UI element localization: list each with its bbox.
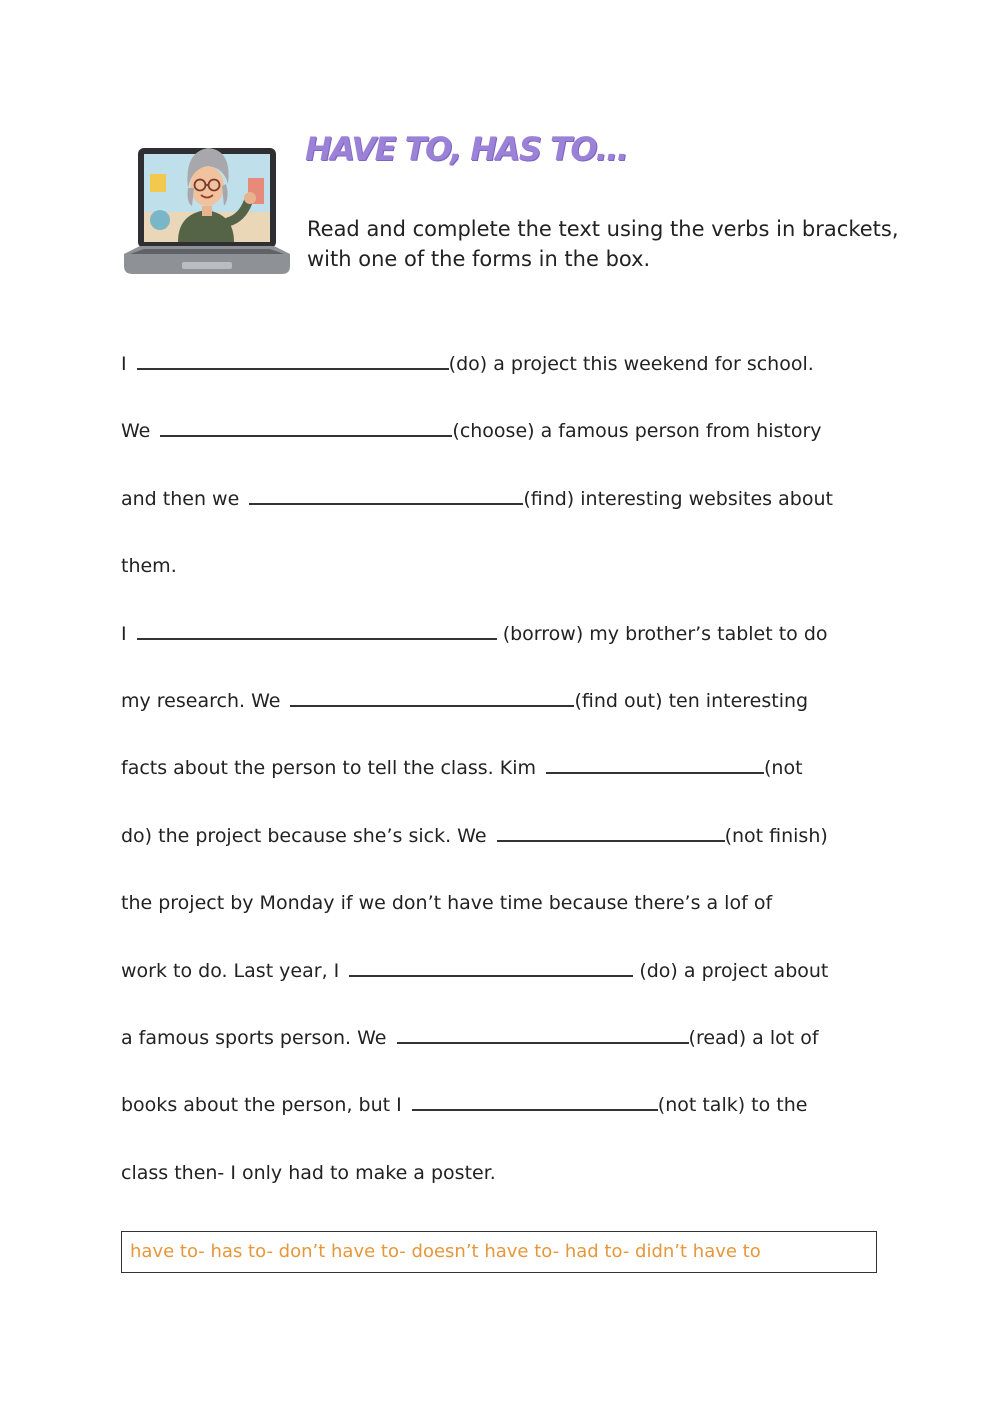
exercise-line: [121, 689, 808, 713]
exercise-line: [121, 824, 828, 848]
instructions-text: Read and complete the text using the verbs in brackets, with one of the forms in the box.: [307, 217, 899, 271]
line-text-before: facts about the person to tell the class. Kim: [121, 757, 543, 780]
answer-blank[interactable]: [160, 419, 452, 437]
line-text-after: (find out) ten interesting: [574, 690, 809, 712]
line-text-before: I: [121, 353, 133, 375]
line-text-before: do) the project because she’s sick. We: [121, 824, 493, 847]
line-text-before: a famous sports person. We: [121, 1027, 393, 1049]
exercise-line: [121, 1026, 819, 1050]
exercise-line: [121, 959, 828, 983]
line-text-before: my research. We: [121, 690, 287, 712]
line-text-before: books about the person, but I: [121, 1094, 408, 1117]
teacher-laptop-icon: [120, 128, 292, 280]
answer-blank[interactable]: [497, 824, 725, 842]
line-text-before: and then we: [121, 487, 246, 510]
answer-blank[interactable]: [349, 959, 633, 977]
answer-blank[interactable]: [546, 756, 764, 774]
line-text-before: I: [121, 622, 133, 645]
exercise-line: [121, 1093, 807, 1117]
line-text-before: We: [121, 420, 157, 443]
exercise-line: [121, 756, 803, 780]
word-box-options: have to- has to- don’t have to- doesn’t have to- had to- didn’t have to: [130, 1241, 761, 1262]
word-box: [121, 1231, 877, 1273]
answer-blank[interactable]: [137, 352, 449, 370]
exercise-line: [121, 419, 822, 443]
line-text-before: the project by Monday if we don’t have time because there’s a lof of: [121, 892, 773, 915]
line-text-after: (do) a project about: [633, 959, 829, 982]
exercise-line: [121, 622, 828, 646]
answer-blank[interactable]: [412, 1093, 658, 1111]
answer-blank[interactable]: [397, 1026, 689, 1044]
answer-blank[interactable]: [290, 689, 574, 707]
line-text-before: work to do. Last year, I: [121, 959, 346, 982]
exercise-line: [121, 1161, 496, 1185]
exercise-line: [121, 487, 833, 511]
line-text-after: (not finish): [724, 824, 828, 847]
exercise-line: [121, 554, 177, 578]
line-text-after: (read) a lot of: [688, 1027, 819, 1049]
answer-blank[interactable]: [249, 487, 523, 505]
exercise-line: [121, 352, 814, 376]
exercise-line: [121, 891, 772, 915]
worksheet-title: HAVE TO, HAS TO...: [305, 130, 628, 168]
line-text-after: (do) a project this weekend for school.: [448, 353, 814, 375]
line-text-after: (choose) a famous person from history: [452, 420, 822, 443]
line-text-before: them.: [121, 555, 177, 578]
line-text-after: (not talk) to the: [657, 1094, 808, 1117]
line-text-after: (find) interesting websites about: [523, 487, 833, 510]
line-text-after: (not: [764, 757, 803, 780]
line-text-after: (borrow) my brother’s tablet to do: [496, 622, 828, 645]
answer-blank[interactable]: [137, 622, 497, 640]
line-text-before: class then- I only had to make a poster.: [121, 1161, 496, 1184]
